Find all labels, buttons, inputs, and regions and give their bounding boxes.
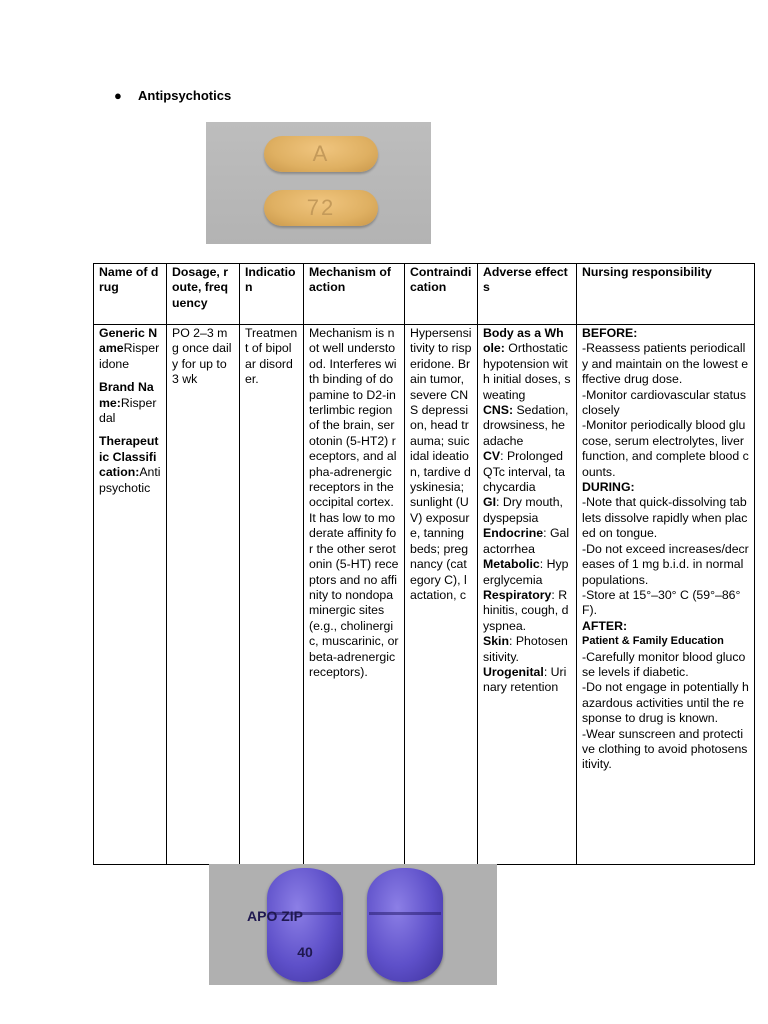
cell-drug-name <box>94 325 167 865</box>
header-nursing: Nursing responsibility <box>577 264 755 325</box>
adverse-entry: Respiratory: Rhinitis, cough, dyspnea. <box>483 587 569 633</box>
adverse-label: CV <box>483 449 501 464</box>
header-contraindication: Contraindication <box>405 264 478 325</box>
during-item: -Do not exceed increases/decreases of 1 mg b.i.d. in normal populations. <box>582 541 749 587</box>
purple-capsule-image <box>367 868 443 982</box>
cell-dosage: PO 2–3 mg once daily for up to 3 wk <box>167 325 240 865</box>
cell-contraindication: Hypersensitivity to risperidone. Brain tumor, severe CNS depression, head trauma; suicidal ideation, tardive dyskinesia; sunlight (UV) exposure, tanning beds; pregnancy (category C), lactation, c <box>405 325 478 865</box>
after-item: -Carefully monitor blood glucose levels if diabetic. <box>582 649 746 679</box>
adverse-text: Orthostatic hypotension with initial doses, sweating <box>483 341 571 402</box>
education-label: Patient & Family Education <box>582 635 724 648</box>
generic-name-label: Generic Name <box>99 326 158 356</box>
cell-nursing-responsibility <box>577 325 755 865</box>
table-header-row <box>94 264 755 325</box>
adverse-text: Hyperglycemia <box>483 557 569 587</box>
capsule-imprint-bottom: 40 <box>297 944 313 960</box>
tablet-imprint-a: A <box>312 141 330 166</box>
brand-name-label: Brand Name: <box>99 380 154 410</box>
after-item: -Wear sunscreen and protective clothing to avoid photosensitivity. <box>582 726 748 772</box>
adverse-label: Respiratory <box>483 587 552 602</box>
classification-value: Antipsychotic <box>99 465 161 495</box>
adverse-label: CNS: <box>483 403 514 418</box>
header-mechanism: Mechanism of action <box>304 264 405 325</box>
cell-adverse-effects <box>478 325 577 865</box>
during-item: -Note that quick-dissolving tablets dissolve rapidly when placed on tongue. <box>582 495 748 541</box>
adverse-label: Metabolic <box>483 557 540 572</box>
adverse-label: Skin <box>483 634 509 649</box>
before-item: -Monitor periodically blood glucose, serum electrolytes, liver function, and complete blood counts. <box>582 418 749 479</box>
adverse-entry: Skin: Photosensitivity. <box>483 634 568 664</box>
adverse-entry <box>483 326 571 403</box>
after-item: -Do not engage in potentially hazardous activities until the response to drug is known. <box>582 680 749 726</box>
adverse-label: Body as a Whole: <box>483 326 564 356</box>
adverse-entry: CV: Prolonged QTc interval, tachycardia <box>483 449 566 495</box>
brand-name-value: Risperdal <box>99 395 157 426</box>
adverse-entry: Endocrine: Galactorrhea <box>483 526 570 556</box>
during-label: DURING: <box>582 480 635 495</box>
adverse-text: Prolonged QTc interval, tachycardia <box>483 449 566 495</box>
adverse-label: Endocrine <box>483 526 544 541</box>
header-indication: Indication <box>240 264 304 325</box>
adverse-entry: Metabolic: Hyperglycemia <box>483 557 569 587</box>
during-item: -Store at 15°–30° C (59°–86° F). <box>582 587 741 618</box>
header-name: Name of drug <box>94 264 167 325</box>
tablet-photo <box>206 122 431 244</box>
section-heading <box>114 88 231 103</box>
adverse-label: Urogenital <box>483 664 544 679</box>
adverse-entry <box>483 403 571 449</box>
yellow-tablet-image <box>264 190 378 226</box>
classification-label: Therapeutic Classification: <box>99 434 159 480</box>
adverse-entry: Urogenital: Urinary retention <box>483 664 567 695</box>
adverse-text: Sedation, drowsiness, headache <box>483 403 569 448</box>
adverse-label: GI <box>483 495 496 510</box>
header-adverse: Adverse effects <box>478 264 577 325</box>
adverse-text: Urinary retention <box>483 664 567 695</box>
adverse-text: Photosensitivity. <box>483 634 568 664</box>
capsule-imprint-top: APO ZIP <box>247 908 304 924</box>
tablet-imprint-72: 72 <box>306 195 336 220</box>
adverse-text: Rhinitis, cough, dyspnea. <box>483 587 569 633</box>
before-item: -Monitor cardiovascular status closely <box>582 387 747 418</box>
cell-mechanism: Mechanism is not well understood. Interferes with binding of dopamine to D2-interlimbic region of the brain, serotonin (5-HT2) receptors, and alpha-adrenergic receptors in the occipital cortex. It has low to moderate affinity for the other serotonin (5-HT) receptors and no affinity to nondopaminergic sites (e.g., cholinergic, muscarinic, or beta-adrenergic receptors). <box>304 325 405 865</box>
drug-table <box>93 263 755 865</box>
section-heading-text: Antipsychotics <box>138 88 232 103</box>
capsule-photo <box>209 864 497 985</box>
adverse-text: Galactorrhea <box>483 526 570 556</box>
bullet: ● <box>114 88 122 103</box>
table-row <box>94 325 755 865</box>
adverse-entry: GI: Dry mouth, dyspepsia <box>483 495 563 525</box>
before-item: -Reassess patients periodically and maintain on the lowest effective drug dose. <box>582 341 749 387</box>
adverse-text: Dry mouth, dyspepsia <box>483 495 563 525</box>
after-label: AFTER: <box>582 618 628 633</box>
before-label: BEFORE: <box>582 326 638 340</box>
generic-name-value: Risperidone <box>99 341 160 371</box>
purple-capsule-image <box>247 868 343 982</box>
cell-indication: Treatment of bipolar disorder. <box>240 325 304 865</box>
header-dosage: Dosage, route, frequency <box>167 264 240 325</box>
yellow-tablet-image <box>264 136 378 172</box>
